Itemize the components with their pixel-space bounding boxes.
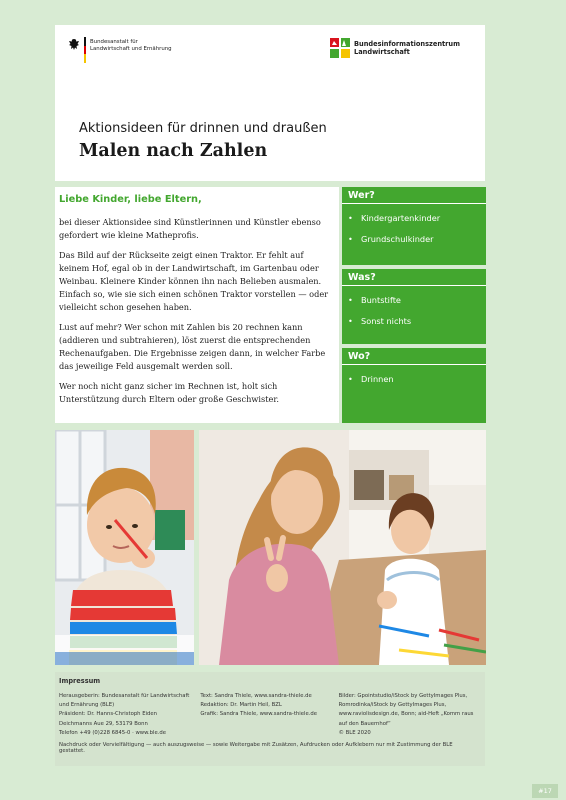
paragraph: Das Bild auf der Rückseite zeigt einen Traktor. Er fehlt auf keinem Hof, egal ob in der Landwirtschaft, im Gartenbau oder Weinbau. Kleinere Kinder können ihn nach Belieben ausmalen. Einfach so, wie sie sich einen schönen Traktor vorstellen — oder vielleicht schon gesehen haben. <box>59 250 329 312</box>
document-kicker: Aktionsideen für drinnen und draußen <box>79 121 327 136</box>
intro-text-block <box>55 187 339 423</box>
document-header <box>55 25 485 181</box>
german-flag-icon <box>84 37 86 63</box>
list-item: • Buntstifte <box>348 295 401 305</box>
photo-family-illustration <box>199 430 486 665</box>
imprint-heading: Impressum <box>59 677 101 685</box>
list-item: • Grundschulkinder <box>348 234 434 244</box>
ble-logo <box>68 37 200 63</box>
imprint-publisher-column: Herausgeberin: Bundesanstalt für Landwirtschaft und Ernährung (BLE) Präsident: Dr. Hanns-Christoph Eiden Deichmanns Aue 29, 53179 Bonn Telefon +49 (0)228 6845-0 · www.ble.de <box>59 693 190 736</box>
list-item: • Kindergartenkinder <box>348 213 441 223</box>
federal-eagle-icon <box>68 38 80 51</box>
photo-mother-daughter-counting <box>199 430 486 665</box>
bzl-mark-icon <box>330 38 350 58</box>
bzl-logo <box>330 38 460 58</box>
paragraph: Lust auf mehr? Wer schon mit Zahlen bis 20 rechnen kann (addieren und subtrahieren), löst zuerst die entsprechenden Rechenaufgaben. Die Ergebnisse zeigen dann, in welcher Farbe das jeweilige Feld ausgemalt werden soll. <box>59 322 326 371</box>
photo-boy-illustration <box>55 430 194 665</box>
imprint-images-column: Bilder: Gpointstudio/iStock by GettyImages Plus, Romrodinka/iStock by GettyImages Plus, www.raviolisdesign.de, Bonn; aid-Heft „Komm raus auf den Bauernhof“ © BLE 2020 <box>338 693 474 736</box>
where-box <box>342 348 486 423</box>
list-item: • Sonst nichts <box>348 316 412 326</box>
who-box <box>342 187 486 265</box>
paragraph: Wer noch nicht ganz sicher im Rechnen ist, holt sich Unterstützung durch Eltern oder große Geschwister. <box>59 381 279 404</box>
imprint-footer <box>55 672 485 766</box>
list-item: • Drinnen <box>348 374 394 384</box>
bzl-name: Bundesinformationszentrum Landwirtschaft <box>354 39 460 56</box>
imprint-credits-column: Text: Sandra Thiele, www.sandra-thiele.de Redaktion: Dr. Martin Heil, BZL Grafik: Sandra Thiele, www.sandra-thiele.de <box>200 693 318 718</box>
page-number: #17 <box>532 784 558 798</box>
paragraph: bei dieser Aktionsidee sind Künstlerinnen und Künstler ebenso gefordert wie kleine Matheprofis. <box>59 217 321 240</box>
document-title: Malen nach Zahlen <box>79 141 268 161</box>
greeting: Liebe Kinder, liebe Eltern, <box>59 194 202 205</box>
who-heading: Wer? <box>342 187 486 204</box>
reprint-notice: Nachdruck oder Vervielfältigung — auch auszugsweise — sowie Weitergabe mit Zusätzen, Aufdrucken oder Aufklebern nur mit Zustimmung der BLE gestattet. <box>59 742 453 755</box>
photo-boy-thinking <box>55 430 194 665</box>
what-heading: Was? <box>342 269 486 286</box>
what-box <box>342 269 486 344</box>
ble-name: Bundesanstalt für Landwirtschaft und Ernährung <box>90 39 172 52</box>
where-heading: Wo? <box>342 348 486 365</box>
